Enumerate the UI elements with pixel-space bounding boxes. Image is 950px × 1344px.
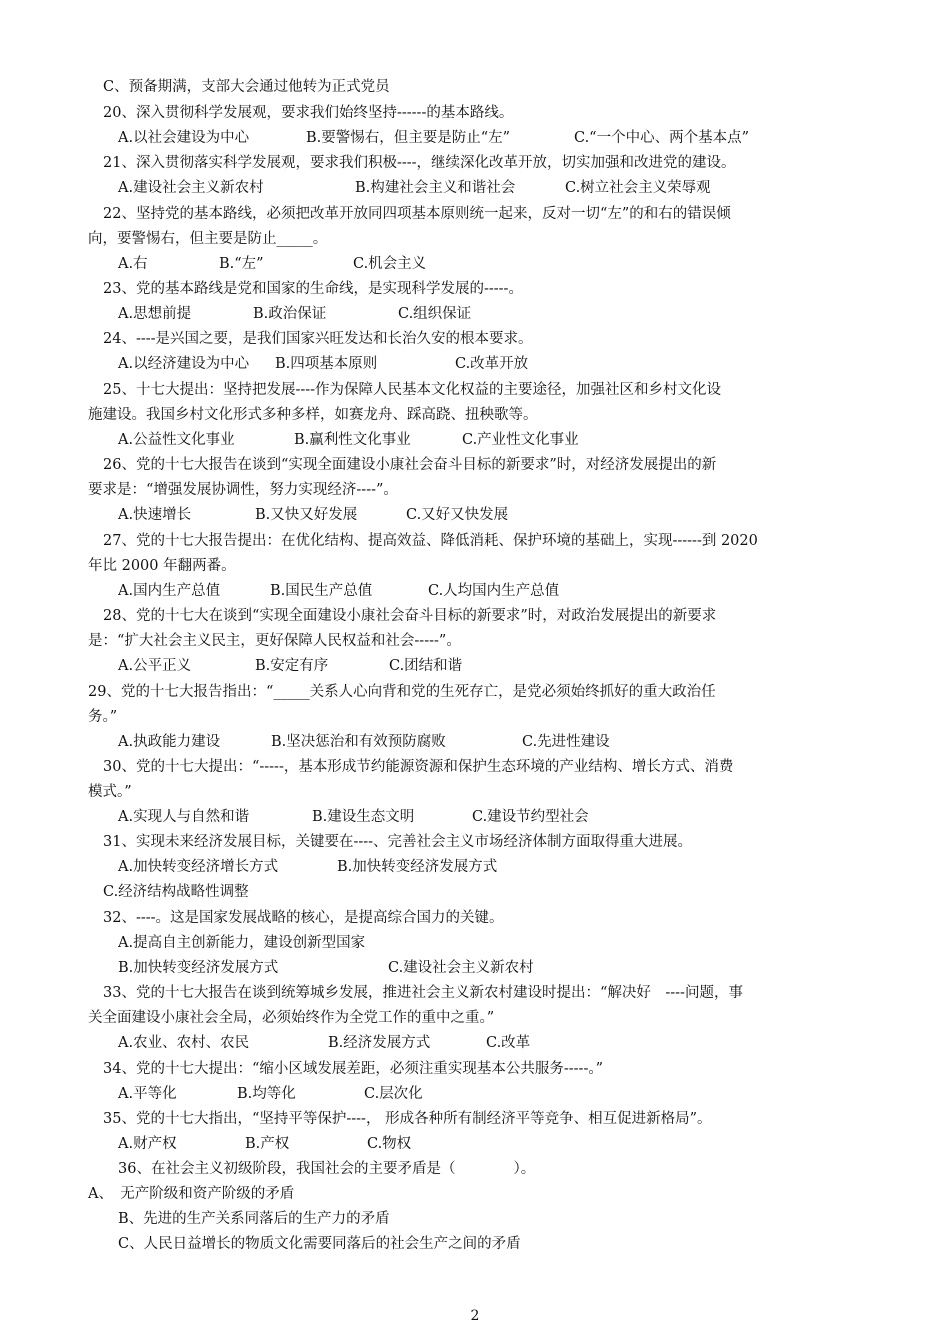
q32-options [118, 958, 534, 978]
q25-option-b: B.赢利性文化事业 [294, 432, 411, 448]
q23-option-b: B.政治保证 [253, 306, 327, 322]
q21-options [118, 178, 711, 198]
q25-option-a: A.公益性文化事业 [118, 432, 235, 448]
q34-option-b: B.均等化 [237, 1086, 296, 1102]
q30-option-c: C.建设节约型社会 [472, 809, 589, 825]
question-26-line1: 26、党的十七大报告在谈到“实现全面建设小康社会奋斗目标的新要求”时，对经济发展提出的新 [103, 457, 717, 473]
q31-option-b: B.加快转变经济发展方式 [337, 859, 498, 875]
question-31: 31、实现未来经济发展目标，关键要在----、完善社会主义市场经济体制方面取得重大进展。 [103, 834, 693, 850]
q29-option-a: A.执政能力建设 [118, 734, 221, 750]
q35-options [118, 1134, 411, 1154]
q20-options [118, 128, 749, 148]
q32-option-c: C.建设社会主义新农村 [388, 960, 534, 976]
question-23: 23、党的基本路线是党和国家的生命线，是实现科学发展的-----。 [103, 281, 523, 297]
q22-option-b: B.“左” [219, 256, 264, 272]
page-number: 2 [470, 1308, 480, 1324]
q25-option-c: C.产业性文化事业 [462, 432, 579, 448]
q24-option-b: B.四项基本原则 [275, 356, 378, 372]
q31-options [118, 857, 497, 877]
q21-option-b: B.构建社会主义和谐社会 [355, 180, 516, 196]
q27-option-a: A.国内生产总值 [118, 583, 221, 599]
q23-option-a: A.思想前提 [118, 306, 192, 322]
question-22-line2: 向，要警惕右，但主要是防止_____。 [88, 231, 328, 247]
q21-option-a: A.建设社会主义新农村 [118, 180, 264, 196]
q34-options [118, 1084, 423, 1104]
q26-options [118, 505, 508, 525]
question-27-line1: 27、党的十七大报告提出：在优化结构、提高效益、降低消耗、保护环境的基础上，实现------到 2020 [103, 533, 758, 549]
question-28-line1: 28、党的十七大在谈到“实现全面建设小康社会奋斗目标的新要求”时，对政治发展提出的新要求 [103, 608, 717, 624]
question-26-line2: 要求是：“增强发展协调性，努力实现经济----”。 [88, 482, 398, 498]
q24-option-a: A.以经济建设为中心 [118, 356, 250, 372]
question-22-line1: 22、坚持党的基本路线，必须把改革开放同四项基本原则统一起来，反对一切“左”的和右的错误倾 [103, 206, 731, 222]
question-34: 34、党的十七大提出：“缩小区域发展差距，必须注重实现基本公共服务-----。” [103, 1061, 604, 1077]
question-29-line1: 29、党的十七大报告指出：“_____关系人心向背和党的生死存亡，是党必须始终抓好的重大政治任 [88, 684, 716, 700]
q20-option-b: B.要警惕右，但主要是防止“左” [306, 130, 511, 146]
q22-option-c: C.机会主义 [353, 256, 427, 272]
q35-option-a: A.财产权 [118, 1136, 177, 1152]
q28-option-c: C.团结和谐 [389, 658, 463, 674]
question-25-line1: 25、十七大提出：坚持把发展----作为保障人民基本文化权益的主要途径，加强社区和乡村文化设 [103, 382, 722, 398]
q28-options [118, 656, 462, 676]
q23-option-c: C.组织保证 [398, 306, 472, 322]
question-24: 24、----是兴国之要，是我们国家兴旺发达和长治久安的根本要求。 [103, 331, 533, 347]
q32-option-a: A.提高自主创新能力，建设创新型国家 [118, 935, 366, 951]
q20-option-a: A.以社会建设为中心 [118, 130, 250, 146]
q36-option-c: C、人民日益增长的物质文化需要同落后的社会生产之间的矛盾 [118, 1236, 521, 1252]
q29-option-b: B.坚决惩治和有效预防腐败 [271, 734, 446, 750]
q24-option-c: C.改革开放 [455, 356, 529, 372]
q20-option-c: C.“一个中心、两个基本点” [574, 130, 750, 146]
q34-option-a: A.平等化 [118, 1086, 177, 1102]
question-29-line2: 务。” [88, 709, 118, 725]
q28-option-a: A.公平正义 [118, 658, 192, 674]
q25-options [118, 430, 579, 450]
question-28-line2: 是：“扩大社会主义民主，更好保障人民权益和社会-----”。 [88, 633, 461, 649]
question-21: 21、深入贯彻落实科学发展观，要求我们积极----，继续深化改革开放，切实加强和改进党的建设。 [103, 155, 736, 171]
q34-option-c: C.层次化 [364, 1086, 423, 1102]
question-32: 32、----。这是国家发展战略的核心，是提高综合国力的关键。 [103, 910, 504, 926]
question-30-line1: 30、党的十七大提出：“-----，基本形成节约能源资源和保护生态环境的产业结构、增长方式、消费 [103, 759, 734, 775]
q33-option-b: B.经济发展方式 [328, 1035, 431, 1051]
question-33-line1: 33、党的十七大报告在谈到统筹城乡发展，推进社会主义新农村建设时提出：“解决好 ----问题，事 [103, 985, 743, 1001]
q36-option-b: B、先进的生产关系同落后的生产力的矛盾 [118, 1211, 390, 1227]
q26-option-b: B.又快又好发展 [255, 507, 358, 523]
q31-option-c: C.经济结构战略性调整 [103, 884, 249, 900]
q26-option-a: A.快速增长 [118, 507, 192, 523]
question-30-line2: 模式。” [88, 784, 132, 800]
q28-option-b: B.安定有序 [255, 658, 329, 674]
question-33-line2: 关全面建设小康社会全局，必须始终作为全党工作的重中之重。” [88, 1010, 495, 1026]
question-36: 36、在社会主义初级阶段，我国社会的主要矛盾是（ ）。 [118, 1161, 536, 1177]
q30-option-a: A.实现人与自然和谐 [118, 809, 250, 825]
question-25-line2: 施建设。我国乡村文化形式多种多样，如赛龙舟、踩高跷、扭秧歌等。 [88, 407, 538, 423]
q33-options [118, 1033, 530, 1053]
question-20: 20、深入贯彻科学发展观，要求我们始终坚持------的基本路线。 [103, 105, 514, 121]
q32-option-b: B.加快转变经济发展方式 [118, 960, 279, 976]
q35-option-b: B.产权 [245, 1136, 290, 1152]
q27-option-c: C.人均国内生产总值 [428, 583, 560, 599]
q29-option-c: C.先进性建设 [522, 734, 610, 750]
q19-option-c: C、预备期满，支部大会通过他转为正式党员 [103, 79, 390, 95]
q22-options [118, 254, 426, 274]
q29-options [118, 732, 610, 752]
question-27-line2: 年比 2000 年翻两番。 [88, 558, 236, 574]
q24-options [118, 354, 528, 374]
q31-option-a: A.加快转变经济增长方式 [118, 859, 279, 875]
q23-options [118, 304, 471, 324]
q26-option-c: C.又好又快发展 [406, 507, 509, 523]
q35-option-c: C.物权 [367, 1136, 412, 1152]
q21-option-c: C.树立社会主义荣辱观 [565, 180, 711, 196]
q27-option-b: B.国民生产总值 [270, 583, 373, 599]
q33-option-a: A.农业、农村、农民 [118, 1035, 250, 1051]
q22-option-a: A.右 [118, 256, 148, 272]
q30-option-b: B.建设生态文明 [312, 809, 415, 825]
q33-option-c: C.改革 [486, 1035, 531, 1051]
q27-options [118, 581, 559, 601]
question-35: 35、党的十七大指出，“坚持平等保护----， 形成各种所有制经济平等竞争、相互促进新格局”。 [103, 1111, 712, 1127]
q36-option-a: A、 无产阶级和资产阶级的矛盾 [88, 1186, 295, 1202]
q30-options [118, 807, 589, 827]
